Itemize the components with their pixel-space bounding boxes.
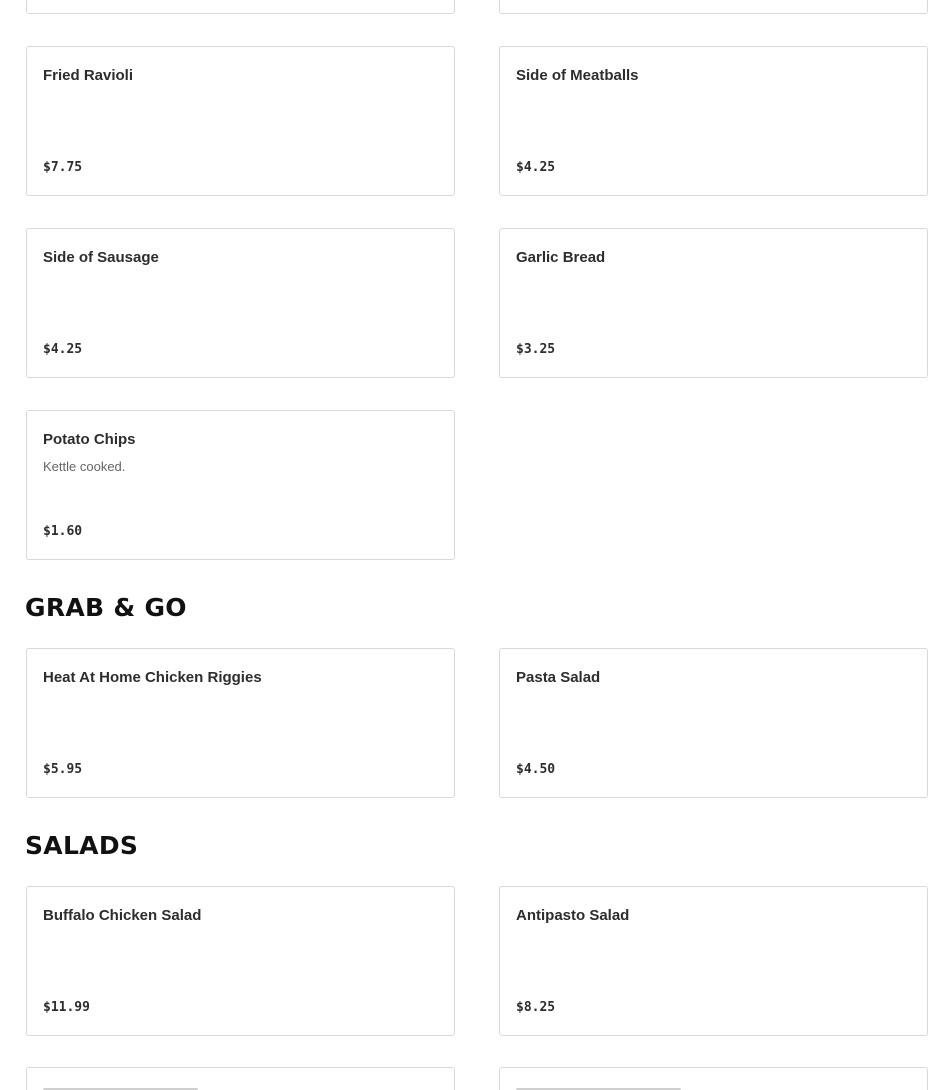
menu-item-card-partial[interactable] [499,1067,928,1090]
menu-item-name: Antipasto Salad [516,907,630,924]
menu-item-price: $8.25 [516,1000,556,1015]
section-title-grab-and-go: GRAB & GO [25,593,187,622]
menu-item-card-antipasto-salad[interactable] [499,886,928,1036]
menu-item-name: Buffalo Chicken Salad [43,907,202,924]
menu-item-price: $3.25 [516,342,556,357]
menu-item-name: Potato Chips [43,431,136,448]
menu-item-price: $11.99 [43,1000,90,1015]
menu-item-card-partial[interactable] [26,1067,455,1090]
menu-item-card-partial[interactable] [499,0,928,14]
menu-item-card-heat-at-home-chicken-riggies[interactable] [26,648,455,798]
section-title-salads: SALADS [25,831,139,860]
menu-item-card-partial[interactable] [26,0,455,14]
menu-item-name: Pasta Salad [516,669,601,686]
menu-item-name: Side of Meatballs [516,67,639,84]
menu-item-price: $5.95 [43,762,83,777]
menu-item-card-garlic-bread[interactable] [499,228,928,378]
menu-item-card-side-of-meatballs[interactable] [499,46,928,196]
menu-item-name: Heat At Home Chicken Riggies [43,669,262,686]
menu-item-name: Fried Ravioli [43,67,134,84]
menu-item-price: $1.60 [43,524,83,539]
menu-item-name: Side of Sausage [43,249,159,266]
menu-item-name: Garlic Bread [516,249,606,266]
menu-item-price: $4.25 [516,160,556,175]
menu-item-price: $7.75 [43,160,83,175]
menu-item-card-fried-ravioli[interactable] [26,46,455,196]
menu-item-price: $4.25 [43,342,83,357]
menu-item-card-side-of-sausage[interactable] [26,228,455,378]
menu-item-card-pasta-salad[interactable] [499,648,928,798]
menu-item-card-potato-chips[interactable] [26,410,455,560]
menu-item-price: $4.50 [516,762,556,777]
menu-item-description: Kettle cooked. [43,459,126,474]
menu-item-card-buffalo-chicken-salad[interactable] [26,886,455,1036]
